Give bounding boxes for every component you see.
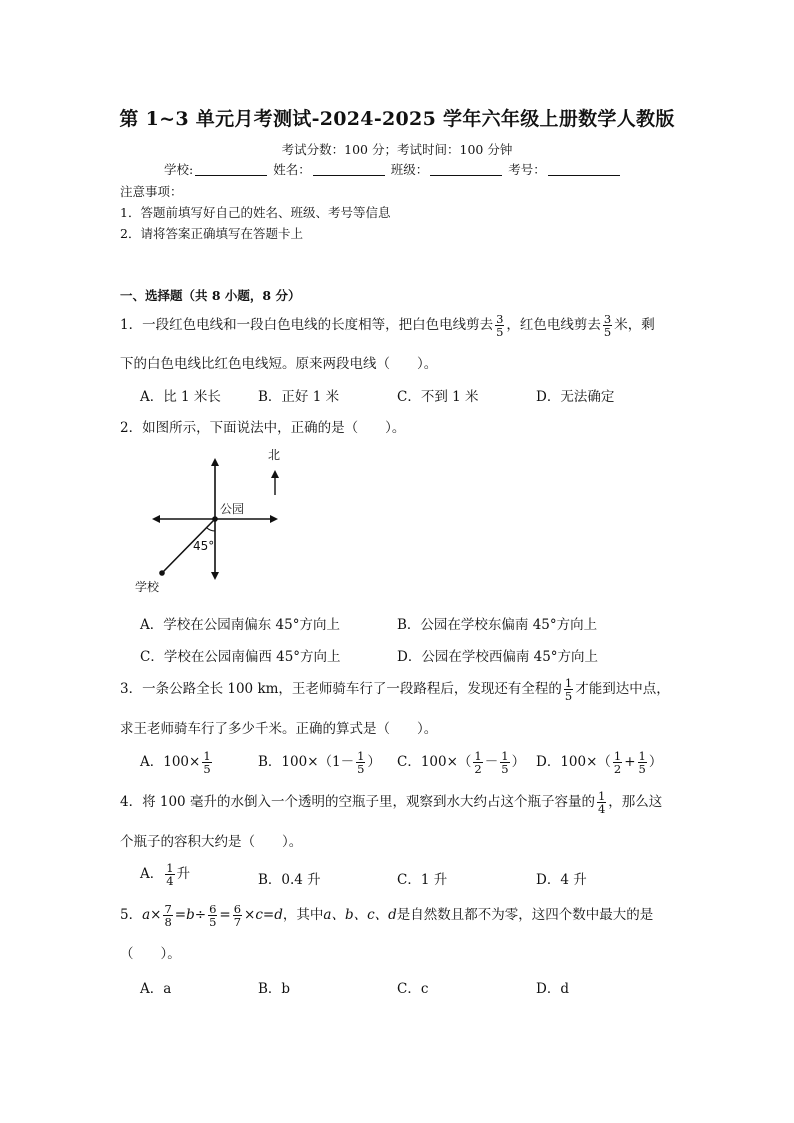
q4-a-prefix: A．: [140, 866, 164, 882]
fraction: [163, 903, 172, 928]
denominator: 5: [603, 325, 612, 339]
q1-option-d[interactable]: D．无法确定: [536, 389, 615, 405]
question-1-line-1: [120, 313, 655, 338]
school-point: [159, 570, 165, 576]
q4-option-a[interactable]: [140, 862, 190, 887]
q5-option-b[interactable]: B．b: [258, 981, 291, 997]
fraction: [233, 903, 242, 928]
denominator: 5: [203, 762, 211, 776]
q2-option-a[interactable]: A．学校在公园南偏东 45°方向上: [140, 617, 340, 633]
q5-text-b: ，其中: [282, 907, 324, 923]
fraction: [500, 750, 509, 775]
denominator: 5: [564, 689, 573, 703]
divide-sign: ÷: [194, 907, 207, 923]
q3-text-a: 3．一条公路全长 100 km，王老师骑车行了一段路程后，发现还有全程的: [120, 681, 562, 697]
notes-heading: 注意事项：: [120, 184, 183, 199]
numerator: 1: [166, 861, 174, 875]
denominator: 2: [613, 762, 622, 776]
denominator: 8: [164, 915, 172, 929]
park-label: 公园: [220, 502, 245, 516]
fraction: [597, 790, 606, 815]
direction-figure: [130, 440, 300, 600]
exam-no-label: 考号：: [508, 162, 546, 177]
fraction: [208, 903, 217, 928]
numerator: 1: [203, 749, 211, 763]
fraction: [564, 677, 573, 702]
fraction: [165, 862, 174, 887]
q4-a-suffix: 升: [176, 866, 191, 882]
denominator: 5: [496, 325, 504, 339]
q3-c-operator: －: [484, 754, 499, 770]
numerator: 3: [603, 312, 612, 326]
fraction: [473, 750, 482, 775]
equals-sign: =: [262, 907, 275, 923]
numerator: 6: [209, 902, 217, 916]
q2-option-d[interactable]: D．公园在学校西偏南 45°方向上: [397, 649, 599, 665]
q1-text-a: 1．一段红色电线和一段白色电线的长度相等，把白色电线剪去: [120, 317, 494, 333]
q5-vars-list: a、b、c、d: [323, 907, 397, 923]
denominator: 7: [233, 915, 242, 929]
numerator: 1: [638, 749, 646, 763]
q3-d-operator: +: [624, 754, 636, 770]
question-5-line-1: [120, 903, 653, 928]
denominator: 5: [638, 762, 646, 776]
q3-option-d[interactable]: [536, 750, 662, 775]
q4-text-a: 4．将 100 毫升的水倒入一个透明的空瓶子里，观察到水大约占这个瓶子容量的: [120, 794, 595, 810]
q5-option-a[interactable]: A．a: [140, 981, 172, 997]
q1-option-b[interactable]: B．正好 1 米: [258, 389, 340, 405]
school-label-fig: 学校: [135, 580, 160, 594]
exam-no-blank[interactable]: [548, 162, 620, 176]
exam-info: 考试分数：100 分；考试时间：100 分钟: [281, 142, 513, 157]
denominator: 4: [597, 802, 606, 816]
q5-prefix: 5．: [120, 907, 143, 923]
numerator: 1: [474, 749, 482, 763]
q3-option-b[interactable]: [258, 750, 381, 775]
fraction: [603, 313, 612, 338]
var-d: d: [274, 907, 283, 923]
school-label: 学校:: [164, 162, 194, 177]
q3-a-prefix: A．100×: [140, 754, 201, 770]
question-4-line-2: 个瓶子的容积大约是（ ）。: [120, 834, 303, 850]
fraction: [495, 313, 504, 338]
name-label: 姓名：: [273, 162, 311, 177]
q3-text-b: 才能到达中点，: [575, 681, 670, 697]
times-sign: ×: [244, 907, 256, 923]
question-2-stem: 2．如图所示，下面说法中，正确的是（ ）。: [120, 420, 406, 436]
angle-label: 45°: [193, 539, 215, 553]
section-heading: 一、选择题（共 8 小题，8 分）: [120, 288, 301, 303]
q1-text-c: 米，剩: [614, 317, 655, 333]
q4-option-c[interactable]: C．1 升: [397, 872, 448, 888]
denominator: 5: [209, 915, 217, 929]
denominator: 5: [357, 762, 365, 776]
numerator: 6: [233, 902, 242, 916]
numerator: 7: [164, 902, 172, 916]
numerator: 1: [564, 676, 573, 690]
times-sign: ×: [150, 907, 162, 923]
q1-text-b: ，红色电线剪去: [506, 317, 601, 333]
q4-text-b: ，那么这: [608, 794, 663, 810]
q5-option-c[interactable]: C．c: [397, 981, 429, 997]
q4-option-d[interactable]: D．4 升: [536, 872, 587, 888]
q1-option-c[interactable]: C．不到 1 米: [397, 389, 479, 405]
class-label: 班级：: [390, 162, 429, 177]
question-3-line-1: [120, 677, 670, 702]
fraction: [613, 750, 622, 775]
q3-c-prefix: C．100×（: [397, 754, 472, 770]
question-3-line-2: 求王老师骑车行了多少千米。正确的算式是（ ）。: [120, 721, 438, 737]
var-b: b: [186, 907, 195, 923]
q3-c-suffix: ）: [511, 754, 526, 770]
question-1-line-2: 下的白色电线比红色电线短。原来两段电线（ ）。: [120, 356, 438, 372]
angle-arc: [207, 528, 216, 532]
fraction: [356, 750, 365, 775]
q5-option-d[interactable]: D．d: [536, 981, 569, 997]
denominator: 5: [501, 762, 509, 776]
fraction: [202, 750, 211, 775]
q3-option-a[interactable]: [140, 750, 214, 775]
q2-option-b[interactable]: B．公园在学校东偏南 45°方向上: [397, 617, 598, 633]
question-4-line-1: [120, 790, 662, 815]
var-a: a: [142, 907, 151, 923]
q2-option-c[interactable]: C．学校在公园南偏西 45°方向上: [140, 649, 341, 665]
note-item-1: 1．答题前填写好自己的姓名、班级、考号等信息: [120, 205, 391, 220]
north-label: 北: [268, 448, 281, 462]
denominator: 2: [474, 762, 482, 776]
q3-b-suffix: ）: [367, 754, 381, 770]
question-5-line-2: （ ）。: [120, 946, 181, 962]
denominator: 4: [166, 874, 174, 888]
q3-d-prefix: D．100×（: [536, 754, 611, 770]
class-blank[interactable]: [430, 162, 502, 176]
note-item-2: 2．请将答案正确填写在答题卡上: [120, 226, 303, 241]
numerator: 1: [501, 749, 509, 763]
student-info-row: [164, 160, 622, 178]
q4-option-b[interactable]: B．0.4 升: [258, 872, 321, 888]
numerator: 1: [613, 749, 622, 763]
q3-option-c[interactable]: [397, 750, 525, 775]
page-title: 第 1~3 单元月考测试-2024-2025 学年六年级上册数学人教版: [119, 108, 675, 130]
q1-option-a[interactable]: A．比 1 米长: [140, 389, 221, 405]
numerator: 3: [496, 312, 504, 326]
q3-d-suffix: ）: [648, 754, 663, 770]
fraction: [638, 750, 647, 775]
equals-sign: =: [174, 907, 187, 923]
var-c: c: [255, 907, 263, 923]
name-blank[interactable]: [313, 162, 385, 176]
numerator: 1: [597, 789, 606, 803]
numerator: 1: [357, 749, 365, 763]
park-point: [212, 516, 218, 522]
school-blank[interactable]: [195, 162, 267, 176]
equals-sign: =: [219, 907, 231, 923]
q5-text-c: 是自然数且都不为零，这四个数中最大的是: [396, 907, 654, 923]
q3-b-prefix: B．100×（1－: [258, 754, 355, 770]
